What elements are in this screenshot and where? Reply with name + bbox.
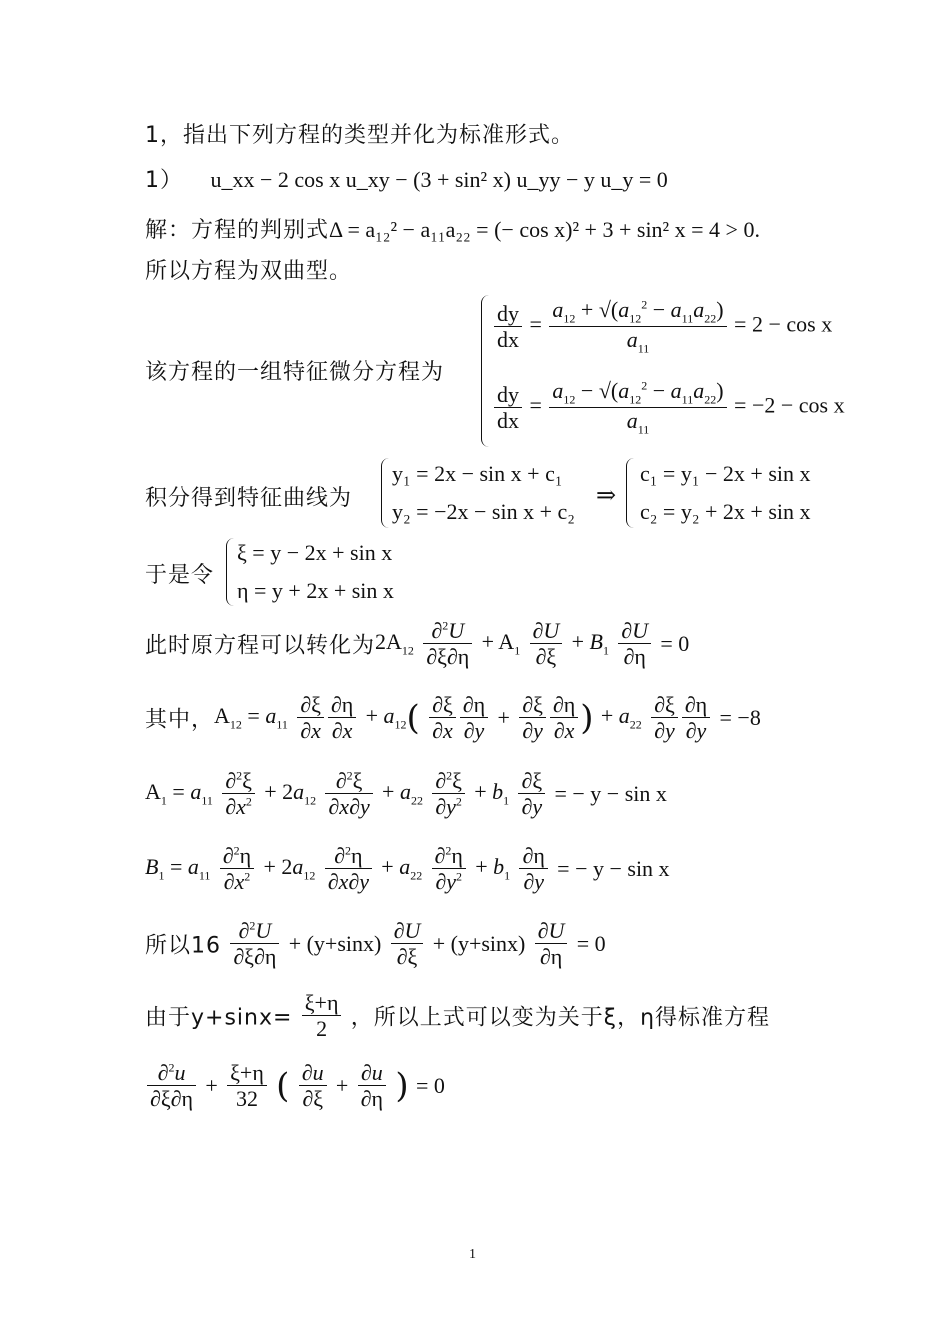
discriminant-line: 解：方程的判别式Δ = a₁₂² − a₁₁a₂₂ = (− cos x)² + 3 + sin² x = 4 > 0. xyxy=(145,217,760,243)
problem-heading: 1，指出下列方程的类型并化为标准形式。 xyxy=(145,123,574,148)
discriminant-expression: Δ = a₁₂² − a₁₁a₂₂ = (− cos x)² + 3 + sin² x = 4 > 0. xyxy=(329,217,760,242)
problem-equation xyxy=(145,163,668,194)
final-equation: $\frac{\partial^2u}{\partial\xi\partial\eta}$ + $\frac{\xi+\eta}{32}$ ( $\frac{\partial u}{\partial\xi}$ + $\frac{\partial u}{\partial\eta}$ ) = 0 xyxy=(145,1060,445,1112)
const-2: c₂ = y₂ + 2x + sin x xyxy=(640,499,811,524)
char-eq-label: 该方程的一组特征微分方程为 xyxy=(145,360,445,385)
original-equation: u_xx − 2 cos x u_xy − (3 + sin² x) u_yy − y u_y = 0 xyxy=(210,167,668,192)
left-brace xyxy=(481,295,490,447)
char-curves-label: 积分得到特征曲线为 xyxy=(145,486,353,511)
eta-definition: η = y + 2x + sin x xyxy=(237,578,394,603)
curve-2: y₂ = −2x − sin x + c₂ xyxy=(392,499,575,524)
implies-arrow: ⇒ xyxy=(596,483,617,509)
a12-coefficient: 其中，$A_{12} = a_{11}$ $\frac{\partial\xi}{\partial x}$ $\frac{\partial\eta}{\partial x}$ + $a_{12}$( $\frac{\partial\xi}{\partial x}$ $\frac{\partial\eta}{\partial y}$ + $\frac{\partial\xi}{\partial y}$ $\frac{\partial\eta}{\partial x}$ ) + $a_{22}$ $\frac{\partial\xi}{\partial y}$ $\frac{\partial\eta}{\partial y}$ = −8 xyxy=(145,692,761,744)
curve-1: y₁ = 2x − sin x + c₁ xyxy=(392,461,563,486)
a1-coefficient: $A_1 = a_{11}$ $\frac{\partial^2\xi}{\partial x^2}$ + $2a_{12}$ $\frac{\partial^2\xi}{\partial x\partial y}$ + $a_{22}$ $\frac{\partial^2\xi}{\partial y^2}$ + $b_1$ $\frac{\partial\xi}{\partial y}$ = − y − sin x xyxy=(145,768,667,820)
char-eq-1: $\frac{dy}{dx}$ = $\frac{a_{12} + √(a_{12}^2 - a_{11}a_{22})}{a_{11}}$ = 2 − cos x xyxy=(492,297,832,356)
left-brace xyxy=(226,538,234,606)
result-equation: 所以16 $\frac{\partial^2U}{\partial\xi\partial\eta}$ + (y+sinx) $\frac{\partial U}{\partial\xi}$ + (y+sinx) $\frac{\partial U}{\partial\eta}$ = 0 xyxy=(145,918,606,970)
const-1: c₁ = y₁ − 2x + sin x xyxy=(640,461,811,486)
page-number: 1 xyxy=(469,1247,476,1262)
char-eq-2: $\frac{dy}{dx}$ = $\frac{a_{12} - √(a_{12}^2 - a_{11}a_{22})}{a_{11}}$ = −2 − cos x xyxy=(492,378,845,437)
item-label: 1） xyxy=(145,168,183,193)
since-line: 由于y+sinx= $\frac{\xi+\eta}{2}$ ，所以上式可以变为关于ξ，η得标准方程 xyxy=(145,990,771,1042)
xi-definition: ξ = y − 2x + sin x xyxy=(237,540,393,565)
substitution-label: 于是令 xyxy=(145,563,215,588)
classification-text: 所以方程为双曲型。 xyxy=(145,259,353,284)
left-brace xyxy=(381,458,389,528)
transformed-equation: 此时原方程可以转化为$2A_{12}$ $\frac{\partial^2U}{\partial\xi\partial\eta}$ + $A_1$ $\frac{\partial U}{\partial\xi}$ + $B_1$ $\frac{\partial U}{\partial\eta}$ = 0 xyxy=(145,618,690,670)
left-brace xyxy=(626,458,634,528)
b1-coefficient: $B_1 = a_{11}$ $\frac{\partial^2\eta}{\partial x^2}$ + $2a_{12}$ $\frac{\partial^2\eta}{\partial x\partial y}$ + $a_{22}$ $\frac{\partial^2\eta}{\partial y^2}$ + $b_1$ $\frac{\partial\eta}{\partial y}$ = − y − sin x xyxy=(145,843,670,895)
